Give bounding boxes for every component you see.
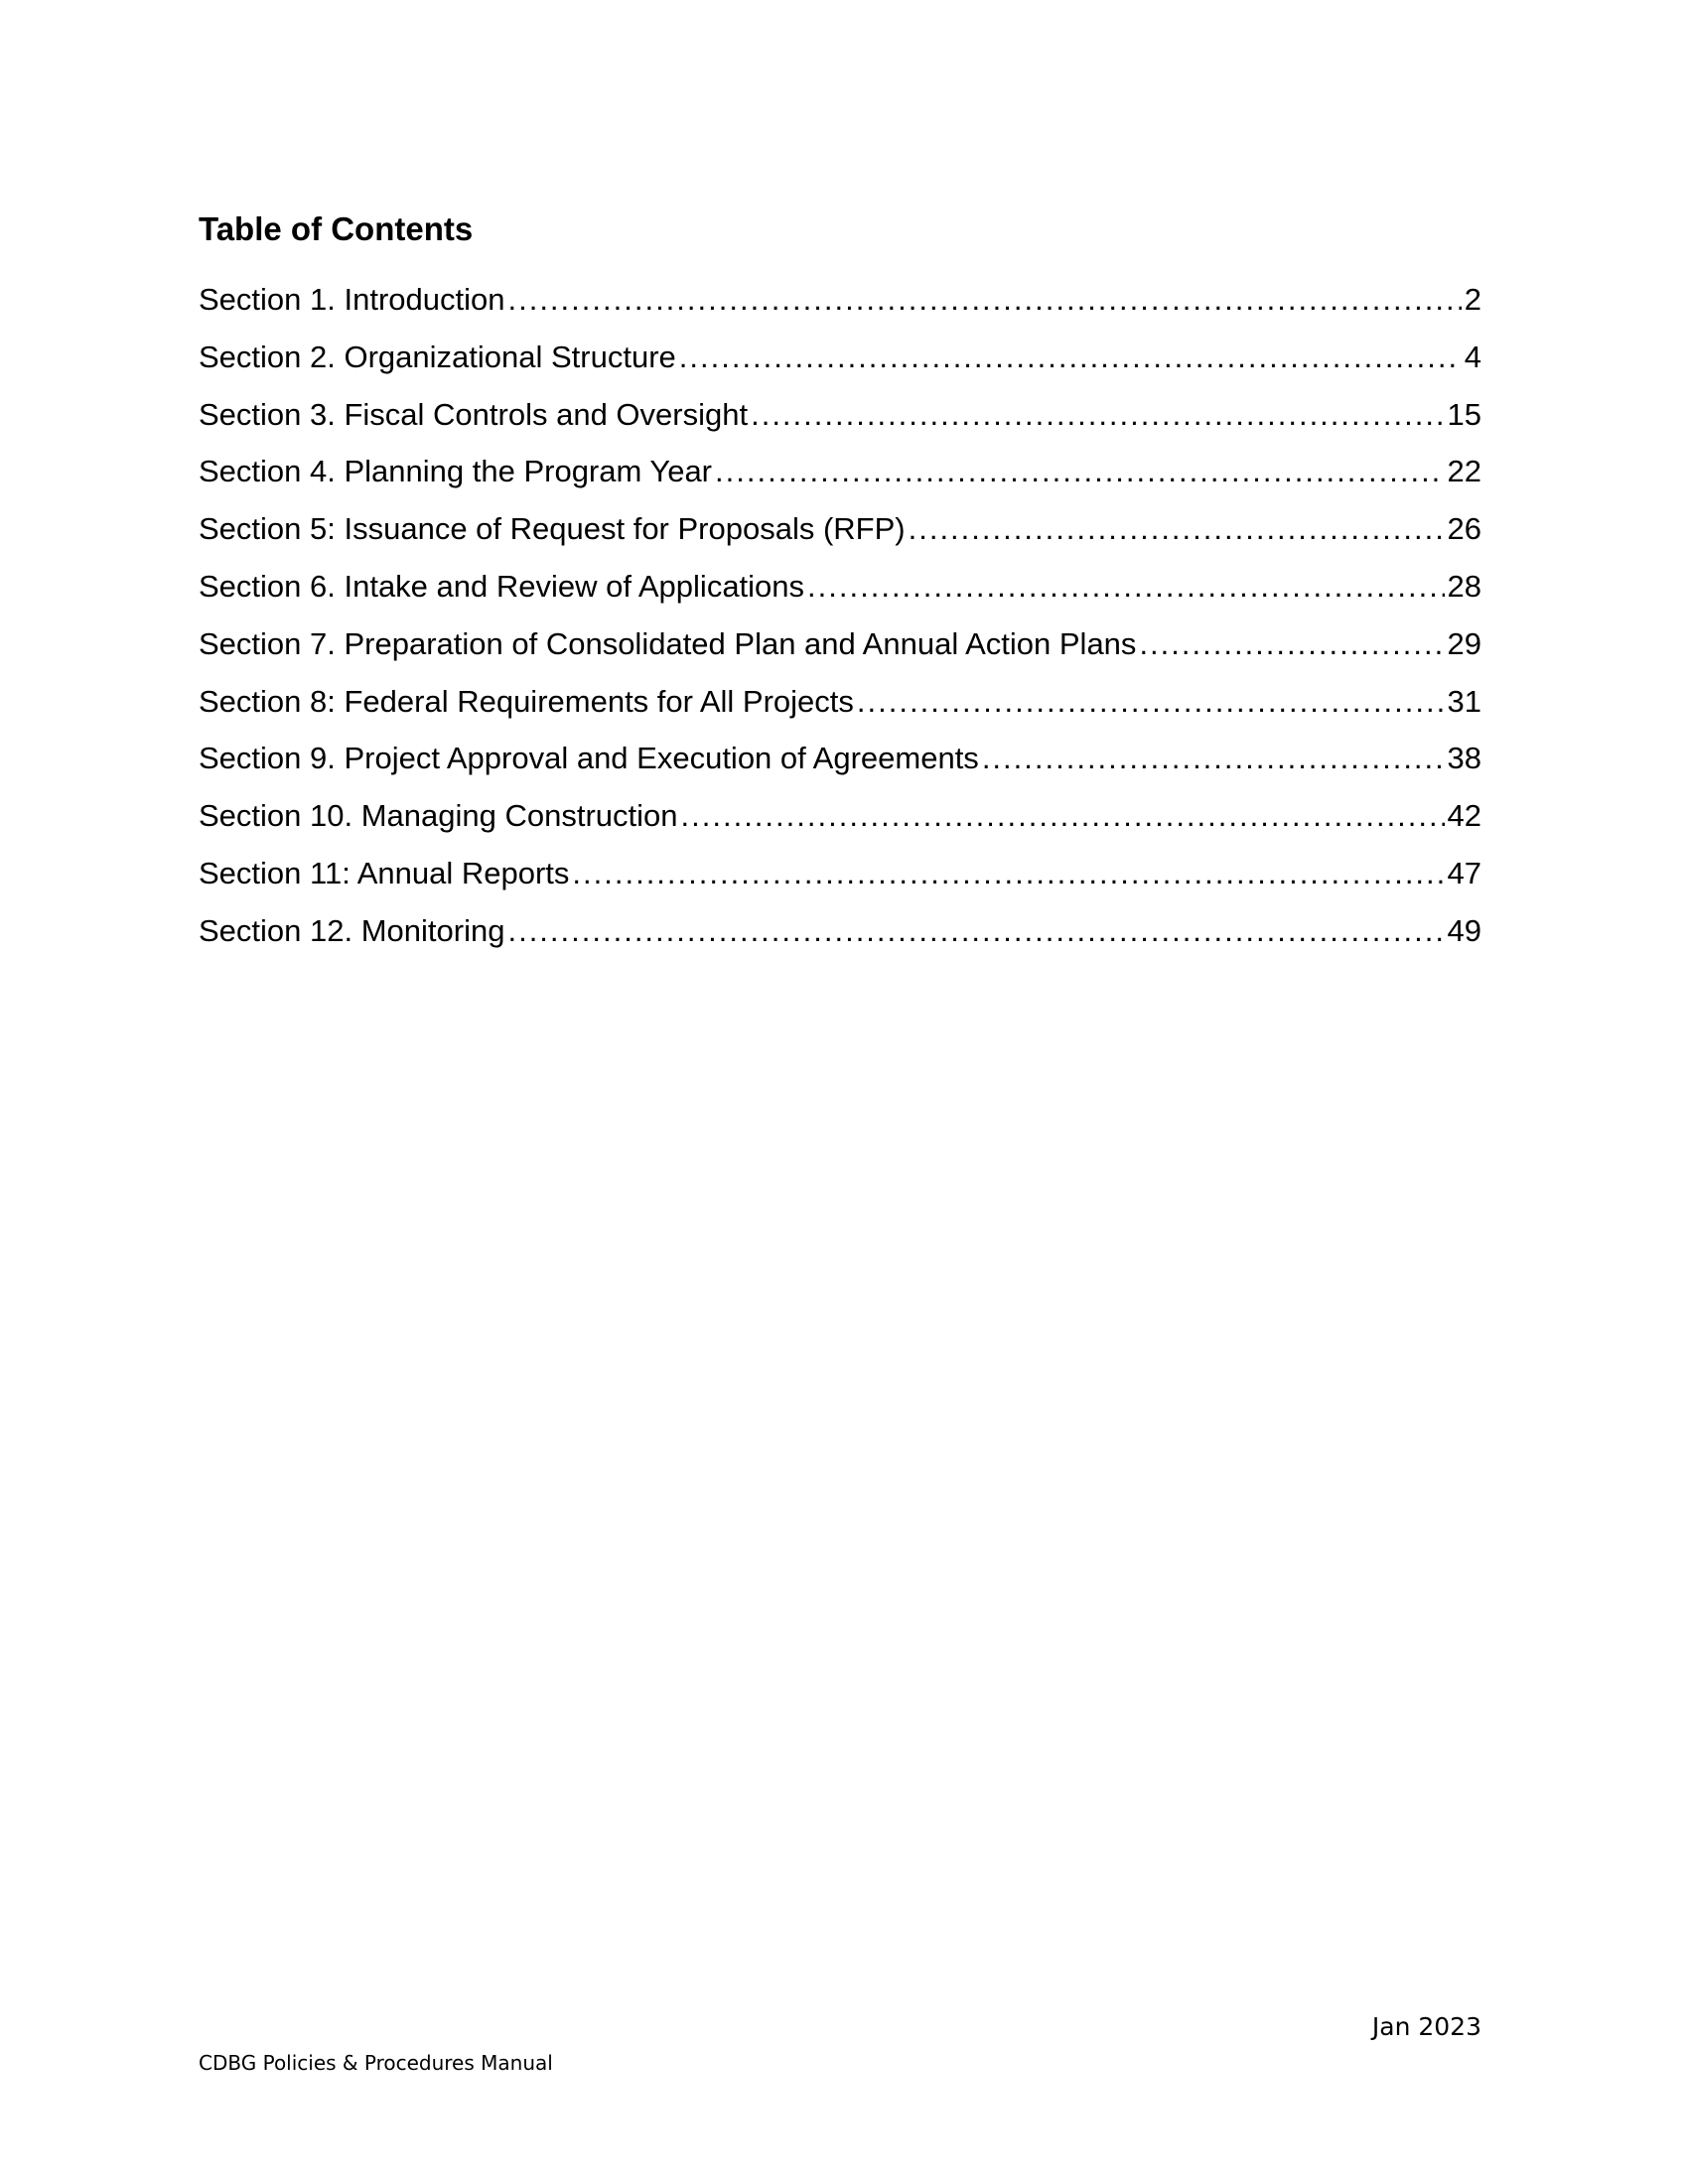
- dot-leader: [751, 393, 1444, 437]
- toc-entry-page-number: 42: [1447, 798, 1481, 834]
- toc-entry-section-9[interactable]: [199, 737, 1481, 794]
- toc-entry-label: Section 3. Fiscal Controls and Oversight: [199, 396, 749, 432]
- footer-manual-title: CDBG Policies & Procedures Manual: [199, 2051, 553, 2075]
- toc-entry-label: Section 11: Annual Reports: [199, 855, 570, 890]
- toc-entry-section-11[interactable]: [199, 852, 1481, 909]
- dot-leader: [679, 336, 1462, 379]
- toc-entry-label: Section 7. Preparation of Consolidated Plan and Annual Action Plans: [199, 625, 1137, 661]
- toc-entry-section-5[interactable]: [199, 507, 1481, 565]
- toc-list: [199, 278, 1481, 967]
- toc-entry-page-number: 22: [1447, 454, 1481, 489]
- toc-entry-section-4[interactable]: [199, 450, 1481, 507]
- toc-entry-label: Section 9. Project Approval and Execution of Agreements: [199, 741, 979, 776]
- toc-entry-section-10[interactable]: [199, 794, 1481, 852]
- dot-leader: [681, 794, 1445, 838]
- toc-entry-label: Section 8: Federal Requirements for All Projects: [199, 683, 854, 719]
- toc-entry-page-number: 49: [1447, 912, 1481, 948]
- dot-leader: [857, 680, 1445, 724]
- dot-leader: [572, 852, 1444, 895]
- toc-entry-label: Section 1. Introduction: [199, 282, 505, 317]
- toc-entry-page-number: 26: [1447, 511, 1481, 547]
- toc-entry-label: Section 12. Monitoring: [199, 912, 505, 948]
- toc-entry-section-6[interactable]: [199, 565, 1481, 622]
- dot-leader: [807, 565, 1444, 609]
- toc-entry-label: Section 2. Organizational Structure: [199, 339, 676, 374]
- toc-entry-page-number: 28: [1447, 568, 1481, 604]
- toc-entry-page-number: 47: [1447, 855, 1481, 890]
- toc-entry-page-number: 15: [1447, 396, 1481, 432]
- toc-entry-label: Section 5: Issuance of Request for Proposals (RFP): [199, 511, 906, 547]
- toc-entry-section-1[interactable]: [199, 278, 1481, 336]
- dot-leader: [507, 909, 1444, 953]
- toc-entry-page-number: 29: [1447, 625, 1481, 661]
- toc-title: Table of Contents: [199, 210, 474, 247]
- footer-date: Jan 2023: [1371, 2012, 1481, 2041]
- toc-entry-label: Section 10. Managing Construction: [199, 798, 678, 834]
- dot-leader: [507, 278, 1461, 322]
- toc-entry-page-number: 38: [1447, 741, 1481, 776]
- toc-entry-label: Section 6. Intake and Review of Applications: [199, 568, 805, 604]
- dot-leader: [909, 507, 1445, 551]
- dot-leader: [982, 737, 1445, 780]
- toc-entry-label: Section 4. Planning the Program Year: [199, 454, 713, 489]
- toc-entry-section-12[interactable]: [199, 909, 1481, 967]
- dot-leader: [1139, 622, 1444, 666]
- toc-entry-section-2[interactable]: [199, 336, 1481, 393]
- toc-entry-section-7[interactable]: [199, 622, 1481, 680]
- toc-entry-page-number: 31: [1447, 683, 1481, 719]
- toc-entry-section-3[interactable]: [199, 393, 1481, 451]
- toc-entry-section-8[interactable]: [199, 680, 1481, 738]
- toc-entry-page-number: 2: [1464, 282, 1481, 317]
- toc-entry-page-number: 4: [1464, 339, 1481, 374]
- dot-leader: [715, 450, 1445, 493]
